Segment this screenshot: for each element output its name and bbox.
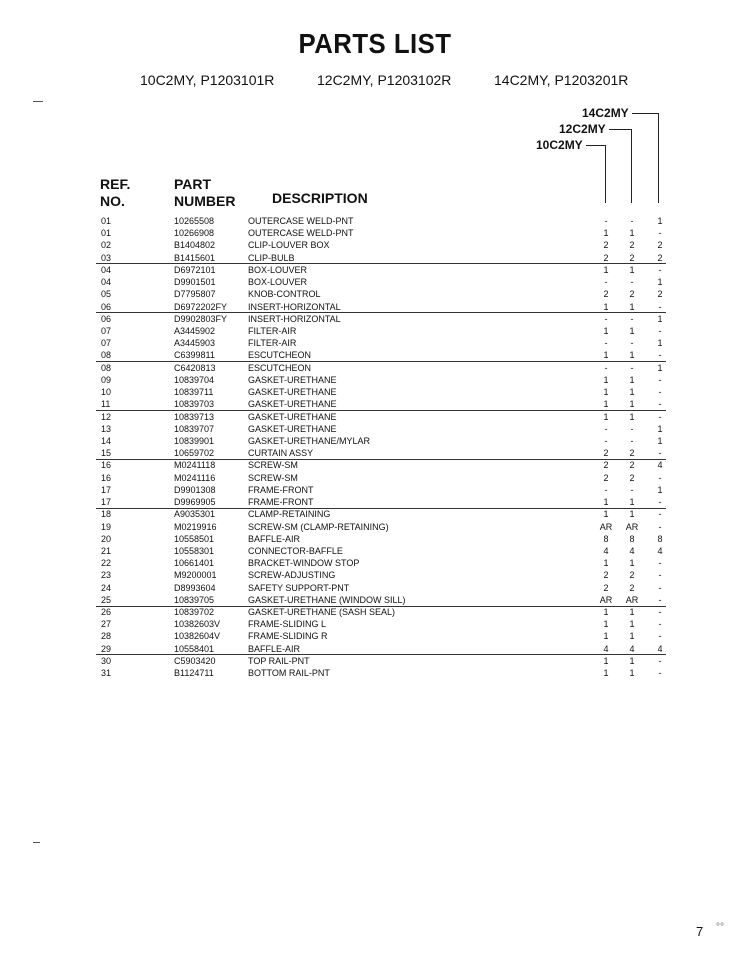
column-line-12c2my [631, 129, 632, 203]
table-row [0, 362, 750, 374]
qty-14c2my-cell: - [658, 374, 662, 385]
description-cell: CURTAIN ASSY [248, 448, 314, 459]
description-cell: CLIP-BULB [248, 252, 295, 263]
description-cell: GASKET-URETHANE (SASH SEAL) [248, 607, 396, 618]
description-cell: FRAME-SLIDING R [248, 631, 328, 642]
qty-10c2my-cell: 1 [603, 301, 609, 312]
qty-10c2my-cell: 1 [603, 655, 609, 666]
qty-10c2my-cell: 1 [603, 497, 609, 508]
qty-14c2my-cell: 1 [657, 423, 663, 434]
ref-number-cell: 27 [101, 619, 112, 630]
ref-number-cell: 12 [101, 411, 112, 422]
qty-10c2my-cell: 1 [603, 350, 609, 361]
qty-14c2my-cell: - [658, 607, 662, 618]
qty-12c2my-cell: - [630, 338, 634, 349]
table-row [0, 239, 750, 251]
part-number-cell: 10265508 [174, 216, 215, 226]
qty-12c2my-cell: 2 [629, 582, 635, 593]
part-number-cell: B1404802 [174, 240, 216, 251]
qty-14c2my-cell: 2 [657, 252, 663, 263]
qty-10c2my-cell: - [604, 216, 608, 226]
qty-10c2my-cell: 1 [603, 264, 609, 275]
table-row [0, 386, 750, 398]
ref-number-cell: 05 [101, 289, 112, 300]
ref-number-cell: 04 [101, 264, 112, 275]
qty-14c2my-cell: 1 [657, 277, 663, 288]
table-row [0, 569, 750, 581]
description-cell: CLIP-LOUVER BOX [248, 240, 330, 251]
ref-number-cell: 25 [101, 594, 112, 605]
model-label-14c2my: 14C2MY, P1203201R [494, 72, 629, 88]
part-number-cell: D6972202FY [174, 301, 228, 312]
description-cell: FRAME-FRONT [248, 484, 314, 495]
part-number-cell: 10839705 [174, 594, 215, 605]
qty-12c2my-cell: 2 [629, 460, 635, 471]
qty-14c2my-cell: 8 [657, 533, 663, 544]
ref-header-line1: REF. [100, 176, 131, 192]
column-label-12c2my: 12C2MY [559, 122, 606, 136]
qty-12c2my-cell: 2 [629, 570, 635, 581]
column-label-14c2my: 14C2MY [582, 106, 629, 120]
description-cell: GASKET-URETHANE [248, 374, 337, 385]
table-row [0, 594, 750, 606]
qty-10c2my-cell: - [604, 277, 608, 288]
qty-14c2my-cell: - [658, 509, 662, 520]
part-number-cell: 10839702 [174, 607, 215, 618]
qty-12c2my-cell: - [630, 435, 634, 446]
qty-12c2my-cell: 1 [629, 325, 635, 336]
margin-mark-bottom [33, 842, 40, 843]
qty-12c2my-cell: 1 [629, 631, 635, 642]
qty-10c2my-cell: 2 [603, 582, 609, 593]
ref-number-cell: 21 [101, 545, 112, 556]
description-cell: ESCUTCHEON [248, 362, 312, 373]
table-row [0, 301, 750, 313]
table-row [0, 655, 750, 667]
description-header: DESCRIPTION [272, 190, 368, 206]
qty-14c2my-cell: - [658, 594, 662, 605]
part-number-cell: C5903420 [174, 655, 216, 666]
qty-10c2my-cell: 1 [603, 374, 609, 385]
column-line-10c2my [605, 145, 606, 203]
part-number-cell: 10839704 [174, 374, 215, 385]
table-row [0, 667, 750, 679]
qty-14c2my-cell: 4 [657, 460, 663, 471]
ref-number-cell: 03 [101, 252, 112, 263]
part-number-cell: 10661401 [174, 558, 215, 569]
part-number-cell: 10382604V [174, 631, 221, 642]
table-row [0, 582, 750, 594]
leader-14c2my [632, 113, 658, 114]
description-cell: TOP RAIL-PNT [248, 655, 310, 666]
part-number-cell: 10659702 [174, 448, 215, 459]
part-number-cell: 10382603V [174, 619, 221, 630]
qty-10c2my-cell: AR [599, 521, 613, 532]
description-cell: GASKET-URETHANE/MYLAR [248, 435, 371, 446]
part-number-cell: 10558501 [174, 533, 215, 544]
part-number-cell: A3445903 [174, 338, 216, 349]
column-line-14c2my [658, 113, 659, 203]
table-row [0, 337, 750, 349]
description-cell: SCREW-ADJUSTING [248, 570, 336, 581]
part-number-cell: 10266908 [174, 228, 215, 239]
qty-10c2my-cell: - [604, 423, 608, 434]
qty-12c2my-cell: 1 [629, 619, 635, 630]
table-row [0, 227, 750, 239]
qty-12c2my-cell: 2 [629, 289, 635, 300]
ref-number-cell: 13 [101, 423, 112, 434]
table-row [0, 643, 750, 655]
qty-14c2my-cell: - [658, 631, 662, 642]
qty-12c2my-cell: 2 [629, 448, 635, 459]
ref-header-line2: NO. [100, 193, 125, 209]
leader-12c2my [609, 129, 631, 130]
qty-10c2my-cell: 1 [603, 387, 609, 398]
qty-14c2my-cell: - [658, 387, 662, 398]
qty-14c2my-cell: - [658, 264, 662, 275]
page-corner-mark: °° [716, 922, 724, 933]
table-row [0, 618, 750, 630]
qty-10c2my-cell: 1 [603, 631, 609, 642]
qty-14c2my-cell: - [658, 521, 662, 532]
qty-10c2my-cell: - [604, 435, 608, 446]
qty-12c2my-cell: - [630, 362, 634, 373]
part-number-cell: C6420813 [174, 362, 216, 373]
description-cell: GASKET-URETHANE [248, 411, 337, 422]
part-number-cell: D8993604 [174, 582, 216, 593]
ref-number-cell: 16 [101, 472, 112, 483]
qty-10c2my-cell: 1 [603, 509, 609, 520]
qty-14c2my-cell: 1 [657, 313, 663, 324]
ref-number-cell: 07 [101, 338, 112, 349]
description-cell: SCREW-SM [248, 472, 298, 483]
ref-number-cell: 17 [101, 484, 112, 495]
qty-14c2my-cell: - [658, 619, 662, 630]
ref-number-cell: 06 [101, 313, 112, 324]
qty-10c2my-cell: 4 [603, 643, 609, 654]
part-number-cell: 10839901 [174, 435, 215, 446]
description-cell: BOX-LOUVER [248, 264, 308, 275]
description-cell: CLAMP-RETAINING [248, 509, 331, 520]
description-cell: FRAME-SLIDING L [248, 619, 327, 630]
qty-12c2my-cell: - [630, 423, 634, 434]
part-number-cell: A3445902 [174, 325, 216, 336]
qty-10c2my-cell: 1 [603, 411, 609, 422]
ref-number-cell: 07 [101, 325, 112, 336]
description-cell: GASKET-URETHANE [248, 399, 337, 410]
description-cell: GASKET-URETHANE [248, 387, 337, 398]
ref-number-cell: 10 [101, 387, 112, 398]
part-number-cell: M9200001 [174, 570, 217, 581]
ref-number-cell: 09 [101, 374, 112, 385]
qty-10c2my-cell: 8 [603, 533, 609, 544]
description-cell: SAFETY SUPPORT-PNT [248, 582, 350, 593]
qty-10c2my-cell: 2 [603, 448, 609, 459]
part-number-cell: 10558401 [174, 643, 215, 654]
qty-10c2my-cell: 1 [603, 607, 609, 618]
table-row [0, 447, 750, 459]
part-number-cell: C6399811 [174, 350, 215, 361]
ref-number-cell: 08 [101, 350, 112, 361]
table-row [0, 374, 750, 386]
ref-number-cell: 17 [101, 497, 112, 508]
description-cell: FILTER-AIR [248, 338, 297, 349]
part-number-cell: 10839711 [174, 387, 214, 398]
table-row [0, 398, 750, 410]
leader-10c2my [586, 145, 605, 146]
qty-12c2my-cell: 4 [629, 643, 635, 654]
description-cell: BOX-LOUVER [248, 277, 308, 288]
qty-14c2my-cell: 1 [657, 484, 663, 495]
qty-10c2my-cell: - [604, 362, 608, 373]
qty-10c2my-cell: 1 [603, 558, 609, 569]
description-cell: OUTERCASE WELD-PNT [248, 228, 354, 239]
ref-number-cell: 14 [101, 435, 112, 446]
part-number-cell: M0241118 [174, 460, 216, 471]
qty-12c2my-cell: - [630, 313, 634, 324]
part-number-cell: D9902803FY [174, 313, 228, 324]
ref-number-cell: 15 [101, 448, 112, 459]
description-cell: SCREW-SM (CLAMP-RETAINING) [248, 521, 389, 532]
description-cell: ESCUTCHEON [248, 350, 312, 361]
qty-12c2my-cell: 1 [629, 301, 635, 312]
description-cell: GASKET-URETHANE [248, 423, 337, 434]
qty-10c2my-cell: 1 [603, 668, 609, 679]
table-row [0, 349, 750, 361]
table-row [0, 521, 750, 533]
ref-number-cell: 06 [101, 301, 112, 312]
qty-14c2my-cell: 1 [657, 362, 663, 373]
table-row [0, 325, 750, 337]
qty-10c2my-cell: 1 [603, 619, 609, 630]
qty-10c2my-cell: 1 [603, 325, 609, 336]
description-cell: OUTERCASE WELD-PNT [248, 216, 354, 226]
part-number-cell: M0241116 [174, 472, 216, 483]
qty-12c2my-cell: 1 [629, 607, 635, 618]
table-row [0, 630, 750, 642]
table-row [0, 276, 750, 288]
description-cell: INSERT-HORIZONTAL [248, 301, 341, 312]
qty-14c2my-cell: 1 [657, 216, 663, 226]
table-row [0, 411, 750, 423]
ref-number-cell: 22 [101, 558, 112, 569]
qty-14c2my-cell: 4 [657, 545, 663, 556]
description-cell: FILTER-AIR [248, 325, 297, 336]
description-cell: BAFFLE-AIR [248, 533, 301, 544]
part-number-cell: A9035301 [174, 509, 216, 520]
ref-number-cell: 18 [101, 509, 112, 520]
ref-number-cell: 23 [101, 570, 112, 581]
part-number-cell: 10839713 [174, 411, 215, 422]
ref-number-cell: 29 [101, 643, 112, 654]
qty-14c2my-cell: 4 [657, 643, 663, 654]
qty-10c2my-cell: 2 [603, 289, 609, 300]
qty-14c2my-cell: - [658, 497, 662, 508]
part-header-line2: NUMBER [174, 193, 236, 209]
ref-number-cell: 11 [101, 399, 111, 410]
ref-number-cell: 02 [101, 240, 112, 251]
qty-14c2my-cell: - [658, 668, 662, 679]
qty-12c2my-cell: 1 [629, 655, 635, 666]
qty-12c2my-cell: 8 [629, 533, 635, 544]
table-row [0, 435, 750, 447]
qty-14c2my-cell: - [658, 570, 662, 581]
part-header-line1: PART [174, 176, 212, 192]
model-label-12c2my: 12C2MY, P1203102R [317, 72, 452, 88]
qty-12c2my-cell: AR [625, 521, 639, 532]
table-row [0, 264, 750, 276]
table-row [0, 606, 750, 618]
qty-12c2my-cell: - [630, 277, 634, 288]
part-number-cell: B1124711 [174, 668, 214, 679]
qty-12c2my-cell: 1 [629, 264, 635, 275]
table-row [0, 545, 750, 557]
ref-number-cell: 04 [101, 277, 112, 288]
table-row [0, 313, 750, 325]
ref-number-cell: 20 [101, 533, 112, 544]
ref-number-cell: 08 [101, 362, 112, 373]
qty-14c2my-cell: 2 [657, 289, 663, 300]
part-number-cell: B1415601 [174, 252, 216, 263]
qty-14c2my-cell: - [658, 558, 662, 569]
ref-no-header [100, 176, 130, 210]
qty-12c2my-cell: 2 [629, 472, 635, 483]
qty-12c2my-cell: 1 [629, 509, 635, 520]
qty-12c2my-cell: 1 [629, 399, 635, 410]
qty-12c2my-cell: - [630, 484, 634, 495]
part-number-cell: D6972101 [174, 264, 216, 275]
qty-14c2my-cell: 1 [657, 435, 663, 446]
qty-10c2my-cell: 2 [603, 570, 609, 581]
description-cell: FRAME-FRONT [248, 497, 314, 508]
qty-10c2my-cell: 1 [603, 228, 609, 239]
qty-14c2my-cell: - [658, 350, 662, 361]
qty-14c2my-cell: 1 [657, 338, 663, 349]
part-number-cell: D9969905 [174, 497, 216, 508]
column-label-10c2my: 10C2MY [536, 138, 583, 152]
table-row [0, 288, 750, 300]
qty-12c2my-cell: 1 [629, 411, 635, 422]
qty-12c2my-cell: 1 [629, 374, 635, 385]
table-row [0, 252, 750, 264]
qty-14c2my-cell: - [658, 411, 662, 422]
description-cell: BOTTOM RAIL-PNT [248, 668, 330, 679]
model-label-10c2my: 10C2MY, P1203101R [140, 72, 275, 88]
qty-10c2my-cell: - [604, 484, 608, 495]
ref-number-cell: 01 [101, 216, 112, 226]
table-row [0, 508, 750, 520]
page-number: 7 [696, 924, 704, 939]
qty-14c2my-cell: - [658, 301, 662, 312]
part-number-cell: 10839707 [174, 423, 215, 434]
table-row [0, 459, 750, 471]
table-row [0, 557, 750, 569]
qty-10c2my-cell: 2 [603, 472, 609, 483]
margin-mark-top [33, 101, 43, 102]
qty-12c2my-cell: AR [625, 594, 639, 605]
part-number-cell: D9901501 [174, 277, 216, 288]
description-cell: CONNECTOR-BAFFLE [248, 545, 343, 556]
description-cell: SCREW-SM [248, 460, 298, 471]
qty-10c2my-cell: 2 [603, 460, 609, 471]
qty-10c2my-cell: - [604, 313, 608, 324]
qty-12c2my-cell: 1 [629, 668, 635, 679]
table-row [0, 472, 750, 484]
ref-number-cell: 19 [101, 521, 112, 532]
qty-10c2my-cell: 2 [603, 252, 609, 263]
table-row [0, 423, 750, 435]
part-number-cell: D9901308 [174, 484, 216, 495]
part-number-cell: M0219916 [174, 521, 217, 532]
qty-12c2my-cell: - [630, 216, 634, 226]
qty-12c2my-cell: 2 [629, 252, 635, 263]
part-number-cell: 10839703 [174, 399, 215, 410]
qty-14c2my-cell: - [658, 399, 662, 410]
table-row [0, 533, 750, 545]
qty-12c2my-cell: 4 [629, 545, 635, 556]
description-cell: BAFFLE-AIR [248, 643, 301, 654]
qty-12c2my-cell: 1 [629, 497, 635, 508]
qty-10c2my-cell: - [604, 338, 608, 349]
table-row [0, 496, 750, 508]
qty-12c2my-cell: 1 [629, 558, 635, 569]
qty-14c2my-cell: - [658, 655, 662, 666]
ref-number-cell: 16 [101, 460, 112, 471]
page-title: PARTS LIST [298, 28, 452, 59]
part-number-cell: 10558301 [174, 545, 215, 556]
ref-number-cell: 28 [101, 631, 112, 642]
qty-10c2my-cell: 4 [603, 545, 609, 556]
ref-number-cell: 24 [101, 582, 112, 593]
ref-number-cell: 26 [101, 607, 112, 618]
qty-14c2my-cell: - [658, 448, 662, 459]
qty-12c2my-cell: 1 [629, 387, 635, 398]
ref-number-cell: 01 [101, 228, 112, 239]
qty-12c2my-cell: 1 [629, 228, 635, 239]
description-cell: KNOB-CONTROL [248, 289, 321, 300]
qty-14c2my-cell: - [658, 228, 662, 239]
qty-14c2my-cell: - [658, 582, 662, 593]
qty-14c2my-cell: - [658, 472, 662, 483]
ref-number-cell: 30 [101, 655, 112, 666]
ref-number-cell: 31 [101, 668, 112, 679]
description-cell: GASKET-URETHANE (WINDOW SILL) [248, 594, 406, 605]
qty-14c2my-cell: - [658, 325, 662, 336]
part-number-cell: D7795807 [174, 289, 216, 300]
description-cell: BRACKET-WINDOW STOP [248, 558, 360, 569]
qty-12c2my-cell: 1 [629, 350, 635, 361]
part-number-header [174, 176, 235, 210]
table-row [0, 484, 750, 496]
qty-10c2my-cell: 1 [603, 399, 609, 410]
qty-10c2my-cell: 2 [603, 240, 609, 251]
description-cell: INSERT-HORIZONTAL [248, 313, 341, 324]
qty-14c2my-cell: 2 [657, 240, 663, 251]
qty-10c2my-cell: AR [599, 594, 613, 605]
table-row [0, 215, 750, 227]
qty-12c2my-cell: 2 [629, 240, 635, 251]
